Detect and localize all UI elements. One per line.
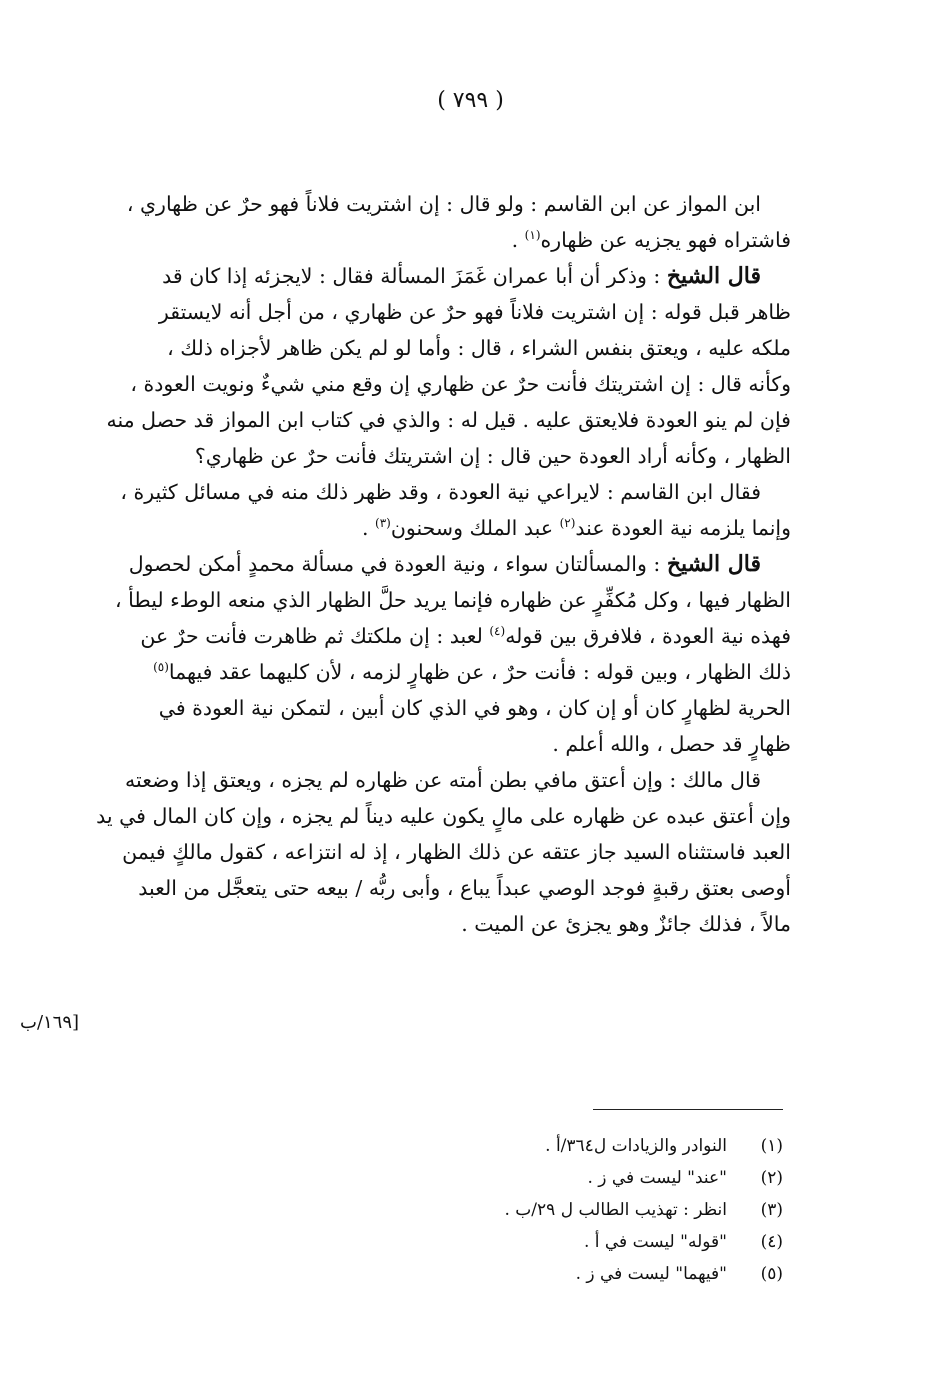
- line-text: فاشتراه فهو يجزيه عن ظهاره: [540, 228, 791, 252]
- footnote: [383, 1130, 783, 1162]
- text-line: [91, 438, 791, 474]
- text-line: [91, 330, 791, 366]
- footnote-ref: (٤): [489, 624, 506, 639]
- line-text: : وذكر أن أبا عمران غَمَزَ المسألة فقال : لايجزئه إذا كان قد: [162, 264, 667, 288]
- page-number: ( ٧٩٩ ): [437, 88, 504, 113]
- footnote-separator: [593, 1109, 783, 1110]
- text-line: [91, 222, 791, 258]
- text-line: [91, 798, 791, 834]
- line-text: فهذه نية العودة ، فلافرق بين قوله: [505, 624, 791, 648]
- line-text: ابن المواز عن ابن القاسم : ولو قال : إن اشتريت فلاناً فهو حرٌ عن ظهاري ،: [126, 192, 761, 216]
- line-text: فقال ابن القاسم : لايراعي نية العودة ، وقد ظهر ذلك منه في مسائل كثيرة ،: [120, 480, 761, 504]
- footnote-number: (٢): [760, 1168, 783, 1188]
- footnote-number: (٥): [760, 1264, 783, 1284]
- section-heading: قال الشيخ: [666, 551, 761, 577]
- text-line: [91, 762, 791, 798]
- text-line: [91, 294, 791, 330]
- footnote-number: (١): [760, 1136, 783, 1156]
- line-text: وإنما يلزمه نية العودة عند: [575, 516, 791, 540]
- line-text: العبد فاستثناه السيد جاز عتقه عن ذلك الظهار ، إذ له انتزاعه ، كقول مالكٍ فيمن: [122, 840, 791, 864]
- text-line: [91, 654, 791, 690]
- footnote-number: (٤): [760, 1232, 783, 1252]
- footnote-ref: (١): [524, 228, 541, 243]
- line-text: مالاً ، فذلك جائزٌ وهو يجزئ عن الميت .: [461, 912, 791, 936]
- text-line: [91, 546, 791, 582]
- footnote-ref: (٢): [559, 516, 576, 531]
- line-text: ذلك الظهار ، وبين قوله : فأنت حرٌ ، عن ظهارٍ لزمه ، لأن كليهما عقد فيهما: [168, 660, 791, 684]
- footnote-text: النوادر والزيادات ل٣٦٤/أ .: [545, 1136, 727, 1156]
- footnote: [383, 1162, 783, 1194]
- line-text: ظهارٍ قد حصل ، والله أعلم .: [552, 732, 791, 756]
- line-text: ظاهر قبل قوله : إن اشتريت فلاناً فهو حرٌ عن ظهاري ، من أجل أنه لايستقر: [158, 300, 791, 324]
- section-heading: قال الشيخ: [666, 263, 761, 289]
- line-text: ملكه عليه ، ويعتق بنفس الشراء ، قال : وأما لو لم يكن ظاهر لأجزاه ذلك ،: [167, 336, 791, 360]
- text-line: [91, 474, 791, 510]
- text-line: [91, 582, 791, 618]
- body-text: [91, 186, 791, 942]
- footnote-text: انظر : تهذيب الطالب ل ٢٩/ب .: [504, 1200, 727, 1220]
- line-text: عبد الملك وسحنون: [390, 516, 560, 540]
- line-text: قال مالك : وإن أعتق مافي بطن أمته عن ظهاره لم يجزه ، ويعتق إذا وضعته: [125, 768, 761, 792]
- text-line: [91, 510, 791, 546]
- text-line: [91, 186, 791, 222]
- text-line: [91, 402, 791, 438]
- text-line: [91, 618, 791, 654]
- line-text: الظهار ، وكأنه أراد العودة حين قال : إن اشتريتك فأنت حرٌ عن ظهاري؟: [194, 444, 791, 468]
- line-text: لعبد : إن ملكتك ثم ظاهرت فأنت حرٌ عن: [140, 624, 490, 648]
- footnote-text: "عند" ليست في ز .: [587, 1168, 727, 1188]
- footnote-ref: (٣): [375, 516, 391, 531]
- line-text: الحرية لظهارٍ كان أو إن كان ، وهو في الذي كان أبين ، لتمكن نية العودة في: [158, 696, 791, 720]
- text-line: [91, 870, 791, 906]
- line-text: : والمسألتان سواء ، ونية العودة في مسألة محمدٍ أمكن لحصول: [128, 552, 667, 576]
- footnote: [383, 1226, 783, 1258]
- footnote-text: "فيهما" ليست في ز .: [575, 1264, 727, 1284]
- text-line: [91, 258, 791, 294]
- line-text: الظهار فيها ، وكل مُكفِّرٍ عن ظهاره فإنما يريد حلَّ الظهار الذي منعه الوطء ليطأ ،: [115, 588, 791, 612]
- footnote-text: "قوله" ليست في أ .: [583, 1232, 727, 1252]
- line-text: .: [361, 516, 376, 540]
- margin-folio-note: [١٦٩/ب: [20, 1012, 80, 1033]
- footnote: [383, 1194, 783, 1226]
- text-line: [91, 690, 791, 726]
- line-text: فإن لم ينو العودة فلايعتق عليه . قيل له : والذي في كتاب ابن المواز قد حصل منه: [106, 408, 791, 432]
- line-text: وكأنه قال : إن اشتريتك فأنت حرٌ عن ظهاري إن وقع مني شيءٌ ونويت العودة ،: [130, 372, 791, 396]
- footnote-ref: (٥): [153, 660, 169, 675]
- footnote-number: (٣): [760, 1200, 783, 1220]
- text-line: [91, 366, 791, 402]
- text-line: [91, 726, 791, 762]
- footnotes: [383, 1130, 783, 1290]
- text-line: [91, 834, 791, 870]
- line-text: وإن أعتق عبده عن ظهاره على مالٍ يكون عليه ديناً لم يجزه ، وإن كان المال في يد: [96, 804, 791, 828]
- line-text: أوصى بعتق رقبةٍ فوجد الوصي عبداً يباع ، وأبى ربُّه / بيعه حتى يتعجَّل من العبد: [138, 876, 791, 900]
- line-text: .: [511, 228, 525, 252]
- footnote: [383, 1258, 783, 1290]
- text-line: [91, 906, 791, 942]
